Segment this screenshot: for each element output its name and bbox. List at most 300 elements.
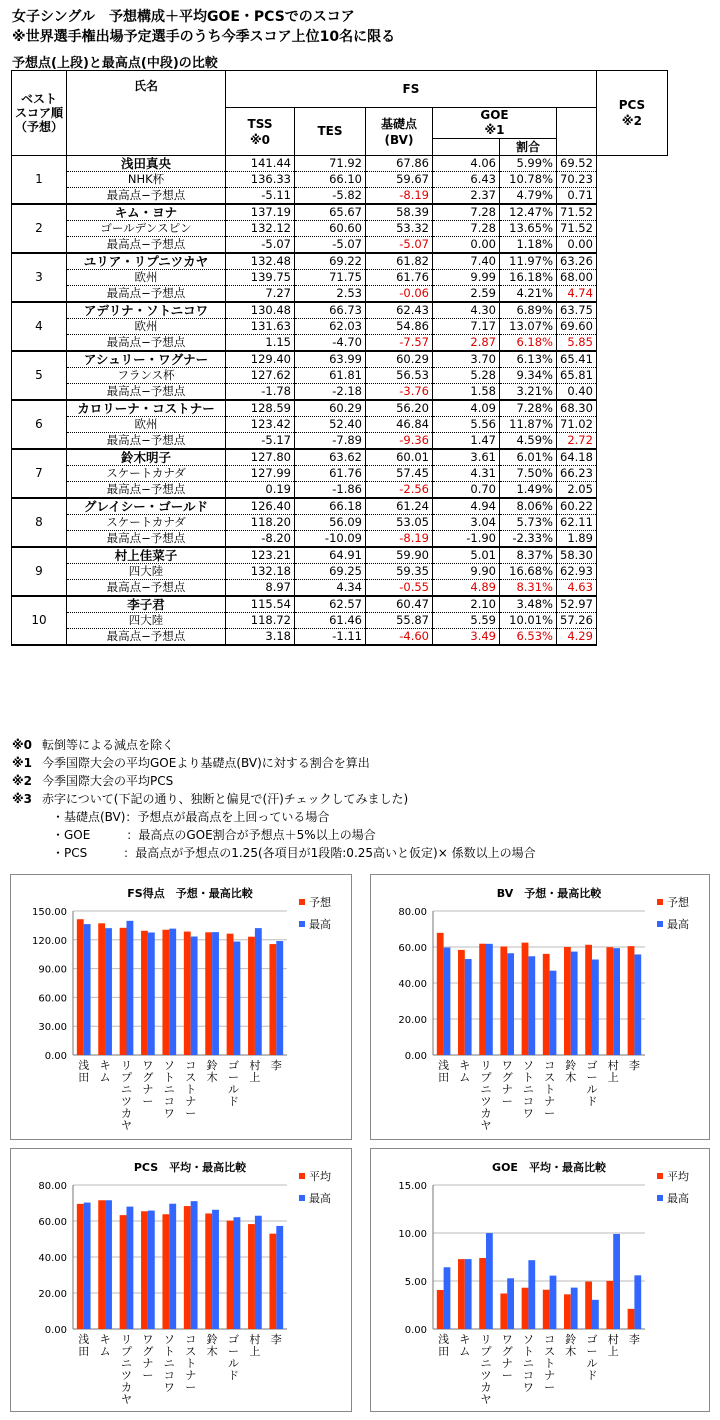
predicted-value: 66.18 (295, 498, 366, 515)
y-tick-label: 40.00 (398, 979, 427, 990)
bar-最高 (169, 929, 176, 1055)
diff-value: -1.90 (433, 531, 500, 548)
bar-最高 (84, 924, 91, 1055)
predicted-value: 69.52 (557, 156, 597, 172)
skater-row-best (12, 270, 668, 286)
skater-row-diff (12, 384, 668, 401)
predicted-value: 3.48% (500, 596, 557, 613)
diff-value: 4.34 (295, 580, 366, 597)
bar-最高 (234, 942, 241, 1055)
bar-最高 (634, 954, 641, 1055)
bar-平均 (628, 1309, 635, 1329)
rank-header: ベスト スコア順 （予想） (12, 71, 67, 156)
rank-cell: 2 (12, 204, 67, 253)
bar-最高 (550, 971, 557, 1055)
best-value: 69.25 (295, 564, 366, 580)
bar-最高 (191, 1201, 198, 1329)
skater-row-diff (12, 580, 668, 597)
predicted-value: 60.47 (366, 596, 433, 613)
x-tick-label: 村上 (607, 1059, 619, 1084)
diff-value: 6.18% (500, 335, 557, 352)
best-value: 10.78% (500, 172, 557, 188)
skater-name: グレイシー・ゴールド (67, 498, 226, 515)
chart-title: FS得点 予想・最高比較 (127, 887, 253, 900)
legend-swatch (657, 899, 663, 905)
predicted-value: 65.67 (295, 204, 366, 221)
diff-value: 2.05 (557, 482, 597, 499)
predicted-value: 61.24 (366, 498, 433, 515)
bar-平均 (98, 1200, 105, 1329)
x-tick-label: リプニツカヤ (480, 1059, 492, 1132)
x-tick-label: ゴールド (228, 1333, 239, 1382)
skater-row-diff (12, 335, 668, 352)
y-tick-label: 120.00 (32, 935, 67, 947)
best-value: 11.87% (500, 417, 557, 433)
tss-header: TSS ※0 (226, 108, 295, 156)
best-value: 62.93 (557, 564, 597, 580)
x-tick-label: 李 (628, 1059, 640, 1072)
best-value: 7.50% (500, 466, 557, 482)
predicted-value: 71.52 (557, 204, 597, 221)
skater-row-best (12, 368, 668, 384)
x-tick-label: キム (99, 1333, 111, 1358)
x-tick-label: ゴールド (228, 1059, 239, 1108)
predicted-value: 62.57 (295, 596, 366, 613)
predicted-value: 58.30 (557, 547, 597, 564)
footnote-criterion: ・GOE ：最高点のGOE割合が予想点＋5%以上の場合 (52, 828, 376, 842)
diff-value: -1.11 (295, 629, 366, 646)
diff-value: 1.47 (433, 433, 500, 450)
legend-label: 最高 (309, 1192, 331, 1205)
skater-row-diff (12, 482, 668, 499)
x-tick-label: 浅田 (438, 1059, 450, 1084)
competition-name: 欧州 (67, 417, 226, 433)
y-tick-label: 20.00 (398, 1015, 427, 1026)
best-value: 54.86 (366, 319, 433, 335)
bar-平均 (500, 1293, 507, 1329)
chart-title: GOE 平均・最高比較 (492, 1161, 606, 1174)
best-value: 139.75 (226, 270, 295, 286)
x-tick-label: コストナー (544, 1059, 556, 1120)
best-value: 56.53 (366, 368, 433, 384)
diff-value: 3.49 (433, 629, 500, 646)
diff-value: -5.07 (366, 237, 433, 254)
y-tick-label: 60.00 (398, 943, 427, 954)
predicted-value: 7.40 (433, 253, 500, 270)
diff-value: 7.27 (226, 286, 295, 303)
predicted-value: 115.54 (226, 596, 295, 613)
best-value: 53.32 (366, 221, 433, 237)
legend-label: 予想 (309, 896, 331, 909)
best-value: 62.03 (295, 319, 366, 335)
y-tick-label: 30.00 (38, 1022, 67, 1034)
bar-予想 (77, 919, 84, 1055)
diff-value: 2.72 (557, 433, 597, 450)
best-value: 71.75 (295, 270, 366, 286)
best-value: 68.00 (557, 270, 597, 286)
rank-cell: 4 (12, 302, 67, 351)
diff-value: 5.85 (557, 335, 597, 352)
diff-value: 8.97 (226, 580, 295, 597)
y-tick-label: 0.00 (44, 1051, 67, 1062)
y-tick-label: 60.00 (38, 1217, 67, 1228)
predicted-value: 67.86 (366, 156, 433, 172)
name-header: 氏名 (67, 71, 226, 156)
skater-row-best (12, 613, 668, 629)
best-value: 7.28 (433, 221, 500, 237)
bar-平均 (77, 1204, 84, 1329)
predicted-value: 62.43 (366, 302, 433, 319)
predicted-value: 141.44 (226, 156, 295, 172)
competition-name: 欧州 (67, 319, 226, 335)
diff-value: 4.63 (557, 580, 597, 597)
best-value: 132.18 (226, 564, 295, 580)
bar-平均 (120, 1215, 127, 1329)
predicted-value: 4.06 (433, 156, 500, 172)
predicted-value: 129.40 (226, 351, 295, 368)
rank-cell: 7 (12, 449, 67, 498)
predicted-value: 12.47% (500, 204, 557, 221)
legend-swatch (299, 1195, 305, 1201)
predicted-value: 60.22 (557, 498, 597, 515)
bar-最高 (105, 1200, 112, 1329)
bar-予想 (479, 944, 486, 1055)
best-value: 13.07% (500, 319, 557, 335)
best-value: 57.45 (366, 466, 433, 482)
best-value: 9.34% (500, 368, 557, 384)
predicted-value: 59.90 (366, 547, 433, 564)
bar-平均 (162, 1214, 169, 1329)
bar-最高 (613, 1234, 620, 1329)
competition-name: 欧州 (67, 270, 226, 286)
bar-最高 (212, 1210, 219, 1329)
bar-予想 (458, 950, 465, 1055)
predicted-value: 132.48 (226, 253, 295, 270)
bar-最高 (528, 1260, 535, 1329)
x-tick-label: 李 (270, 1333, 282, 1346)
best-value: 53.05 (366, 515, 433, 531)
diff-label: 最高点−予想点 (67, 629, 226, 646)
bar-予想 (227, 934, 234, 1055)
bar-予想 (98, 923, 105, 1055)
skater-name: アシュリー・ワグナー (67, 351, 226, 368)
rank-cell: 8 (12, 498, 67, 547)
predicted-value: 4.94 (433, 498, 500, 515)
predicted-value: 4.09 (433, 400, 500, 417)
footnote-criterion: ・PCS ：最高点が予想点の1.25(各項目が1段階:0.25高いと仮定)× 係数以上の場合 (52, 846, 536, 860)
diff-value: -1.86 (295, 482, 366, 499)
bar-最高 (276, 1226, 283, 1329)
bar-予想 (585, 945, 592, 1055)
best-value: 66.10 (295, 172, 366, 188)
bar-最高 (212, 932, 219, 1055)
skater-row-predicted (12, 596, 668, 613)
best-value: 4.31 (433, 466, 500, 482)
x-tick-label: ワグナー (501, 1333, 513, 1382)
bar-平均 (248, 1224, 255, 1329)
best-value: 65.81 (557, 368, 597, 384)
bar-最高 (592, 1300, 599, 1329)
best-value: 127.62 (226, 368, 295, 384)
skater-row-diff (12, 188, 668, 205)
predicted-value: 2.10 (433, 596, 500, 613)
diff-value: 8.31% (500, 580, 557, 597)
diff-value: -0.55 (366, 580, 433, 597)
diff-label: 最高点−予想点 (67, 433, 226, 450)
diff-value: 4.21% (500, 286, 557, 303)
x-tick-label: 李 (628, 1333, 640, 1346)
y-tick-label: 150.00 (32, 907, 67, 918)
x-tick-label: キム (459, 1333, 471, 1358)
skater-row-diff (12, 531, 668, 548)
diff-value: -10.09 (295, 531, 366, 548)
legend-swatch (299, 921, 305, 927)
best-value: 5.28 (433, 368, 500, 384)
diff-value: -4.70 (295, 335, 366, 352)
skater-row-predicted (12, 351, 668, 368)
diff-value: -5.07 (295, 237, 366, 254)
bar-最高 (634, 1275, 641, 1329)
best-value: 71.52 (557, 221, 597, 237)
x-tick-label: 浅田 (78, 1333, 90, 1358)
skater-row-best (12, 172, 668, 188)
skater-row-predicted (12, 302, 668, 319)
bar-平均 (437, 1290, 444, 1329)
table-caption: 予想点(上段)と最高点(中段)の比較 (12, 56, 218, 71)
predicted-value: 128.59 (226, 400, 295, 417)
diff-value: 4.74 (557, 286, 597, 303)
skater-row-best (12, 466, 668, 482)
diff-label: 最高点−予想点 (67, 237, 226, 254)
predicted-value: 58.39 (366, 204, 433, 221)
diff-value: -5.07 (226, 237, 295, 254)
skater-name: ユリア・リプニツカヤ (67, 253, 226, 270)
y-tick-label: 0.00 (44, 1325, 67, 1336)
x-tick-label: 鈴木 (565, 1333, 577, 1358)
skater-row-best (12, 564, 668, 580)
skater-name: キム・ヨナ (67, 204, 226, 221)
diff-value: -5.11 (226, 188, 295, 205)
legend-swatch (657, 1195, 663, 1201)
bv-header: 基礎点 (BV) (366, 108, 433, 156)
bar-最高 (486, 1233, 493, 1329)
footnote: ※0 転倒等による減点を除く (12, 738, 175, 752)
diff-value: 2.53 (295, 286, 366, 303)
bar-最高 (550, 1276, 557, 1329)
bar-最高 (444, 1267, 451, 1329)
predicted-value: 5.99% (500, 156, 557, 172)
bar-最高 (276, 941, 283, 1055)
best-value: 5.73% (500, 515, 557, 531)
bar-最高 (613, 948, 620, 1055)
diff-value: -7.57 (366, 335, 433, 352)
best-value: 16.18% (500, 270, 557, 286)
x-tick-label: コストナー (185, 1059, 197, 1120)
competition-name: ゴールデンスピン (67, 221, 226, 237)
x-tick-label: 鈴木 (565, 1059, 577, 1084)
chart-goe (370, 1148, 710, 1412)
bar-最高 (255, 928, 262, 1055)
best-value: 69.60 (557, 319, 597, 335)
bar-平均 (543, 1290, 550, 1329)
bar-平均 (564, 1294, 571, 1329)
diff-label: 最高点−予想点 (67, 286, 226, 303)
x-tick-label: コストナー (185, 1333, 197, 1394)
best-value: 57.26 (557, 613, 597, 629)
x-tick-label: コストナー (544, 1333, 556, 1394)
diff-value: 3.21% (500, 384, 557, 401)
goe-value-header (433, 139, 500, 156)
tes-header: TES (295, 108, 366, 156)
diff-value: 2.59 (433, 286, 500, 303)
skater-name: 李子君 (67, 596, 226, 613)
skater-row-predicted (12, 449, 668, 466)
predicted-value: 4.30 (433, 302, 500, 319)
best-value: 136.33 (226, 172, 295, 188)
x-tick-label: ソトニコワ (522, 1333, 534, 1394)
legend-label: 最高 (667, 918, 689, 931)
x-tick-label: 村上 (249, 1059, 261, 1084)
bar-最高 (105, 928, 112, 1055)
footnote: ※1 今季国際大会の平均GOEより基礎点(BV)に対する割合を算出 (12, 756, 370, 770)
legend-swatch (657, 1173, 663, 1179)
rank-cell: 1 (12, 156, 67, 205)
diff-label: 最高点−予想点 (67, 384, 226, 401)
diff-value: -8.19 (366, 531, 433, 548)
predicted-value: 63.75 (557, 302, 597, 319)
y-tick-label: 80.00 (398, 907, 427, 918)
legend-label: 平均 (667, 1170, 689, 1183)
skater-row-diff (12, 286, 668, 303)
skater-row-predicted (12, 498, 668, 515)
predicted-value: 126.40 (226, 498, 295, 515)
best-value: 62.11 (557, 515, 597, 531)
rank-cell: 9 (12, 547, 67, 596)
bar-平均 (458, 1259, 465, 1329)
competition-name: 四大陸 (67, 613, 226, 629)
diff-label: 最高点−予想点 (67, 580, 226, 597)
skater-row-best (12, 319, 668, 335)
diff-value: 4.89 (433, 580, 500, 597)
predicted-value: 123.21 (226, 547, 295, 564)
y-tick-label: 90.00 (38, 964, 67, 976)
x-tick-label: リプニツカヤ (121, 1333, 132, 1406)
bar-最高 (507, 1278, 514, 1329)
bar-最高 (465, 1259, 472, 1329)
footnote-criterion: ・基礎点(BV)：予想点が最高点を上回っている場合 (52, 810, 330, 824)
bar-最高 (465, 959, 472, 1055)
y-tick-label: 0.00 (404, 1051, 427, 1062)
predicted-value: 64.18 (557, 449, 597, 466)
diff-value: -0.06 (366, 286, 433, 303)
bar-平均 (269, 1234, 276, 1329)
bar-平均 (184, 1206, 191, 1329)
predicted-value: 3.70 (433, 351, 500, 368)
best-value: 6.43 (433, 172, 500, 188)
predicted-value: 7.28 (433, 204, 500, 221)
legend-label: 最高 (667, 1192, 689, 1205)
skater-row-diff (12, 629, 668, 646)
skater-row-best (12, 515, 668, 531)
best-value: 61.46 (295, 613, 366, 629)
predicted-value: 66.73 (295, 302, 366, 319)
diff-value: 4.59% (500, 433, 557, 450)
skater-name: アデリナ・ソトニコワ (67, 302, 226, 319)
x-tick-label: 村上 (249, 1333, 261, 1358)
best-value: 9.99 (433, 270, 500, 286)
chart-title: BV 予想・最高比較 (496, 887, 602, 900)
diff-value: 2.87 (433, 335, 500, 352)
best-value: 56.09 (295, 515, 366, 531)
footnote: ※3 赤字について(下記の通り、独断と偏見で(汗)チェックしてみました) (12, 792, 409, 806)
bar-予想 (205, 932, 212, 1055)
x-tick-label: リプニツカヤ (121, 1059, 132, 1132)
bar-最高 (148, 932, 155, 1055)
skater-row-predicted (12, 400, 668, 417)
x-tick-label: 浅田 (438, 1333, 450, 1358)
best-value: 123.42 (226, 417, 295, 433)
predicted-value: 6.89% (500, 302, 557, 319)
rank-cell: 6 (12, 400, 67, 449)
predicted-value: 65.41 (557, 351, 597, 368)
bar-予想 (162, 930, 169, 1055)
y-tick-label: 20.00 (38, 1289, 67, 1300)
best-value: 60.60 (295, 221, 366, 237)
diff-value: -8.20 (226, 531, 295, 548)
x-tick-label: ソトニコワ (522, 1059, 534, 1120)
x-tick-label: ソトニコワ (163, 1333, 175, 1394)
x-tick-label: ワグナー (501, 1059, 513, 1108)
competition-name: スケートカナダ (67, 466, 226, 482)
best-value: 61.81 (295, 368, 366, 384)
legend-label: 予想 (667, 896, 689, 909)
predicted-value: 11.97% (500, 253, 557, 270)
bar-最高 (507, 953, 514, 1055)
bar-最高 (571, 1288, 578, 1329)
bar-最高 (127, 921, 134, 1055)
skater-name: 鈴木明子 (67, 449, 226, 466)
title-condition: ※世界選手権出場予定選手のうち今季スコア上位10名に限る (12, 29, 396, 45)
best-value: 9.90 (433, 564, 500, 580)
bar-最高 (234, 1217, 241, 1329)
predicted-value: 60.29 (295, 400, 366, 417)
predicted-value: 8.37% (500, 547, 557, 564)
chart-fs-score (10, 874, 352, 1140)
y-tick-label: 40.00 (38, 1253, 67, 1264)
diff-value: 1.49% (500, 482, 557, 499)
x-tick-label: 鈴木 (206, 1059, 218, 1084)
diff-value: 0.70 (433, 482, 500, 499)
best-value: 71.02 (557, 417, 597, 433)
best-value: 55.87 (366, 613, 433, 629)
diff-value: 2.37 (433, 188, 500, 205)
ratio-header: 割合 (500, 139, 557, 156)
x-tick-label: ゴールド (586, 1059, 598, 1108)
diff-value: -7.89 (295, 433, 366, 450)
predicted-value: 63.26 (557, 253, 597, 270)
diff-value: 0.00 (433, 237, 500, 254)
bar-予想 (248, 937, 255, 1055)
skater-name: カロリーナ・コストナー (67, 400, 226, 417)
bar-最高 (127, 1207, 134, 1329)
footnotes (12, 736, 536, 862)
y-tick-label: 60.00 (38, 993, 67, 1005)
bar-最高 (592, 960, 599, 1055)
best-value: 118.20 (226, 515, 295, 531)
predicted-value: 61.82 (366, 253, 433, 270)
diff-value: 0.71 (557, 188, 597, 205)
x-tick-label: ワグナー (142, 1333, 154, 1382)
